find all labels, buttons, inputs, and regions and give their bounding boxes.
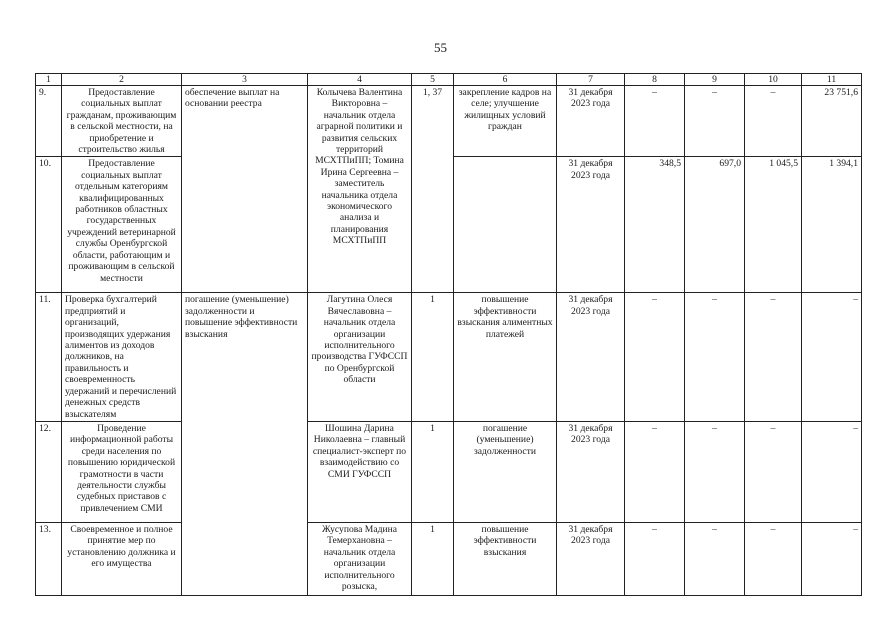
responsible-person: Жусупова Мадина Темерхановна – начальник отдела организации исполнительного розыска, — [308, 522, 412, 595]
header-cell: 4 — [308, 74, 412, 86]
deadline: 31 декабря 2023 года — [557, 157, 625, 293]
measure-name: Предоставление социальных выплат гражданам, проживающим в сельской местности, на приобретение и строительство жилья — [62, 86, 182, 157]
header-cell: 10 — [745, 74, 802, 86]
responsible-person: Шошина Дарина Николаевна – главный специалист-эксперт по взаимодействию со СМИ ГУФССП — [308, 421, 412, 522]
deadline: 31 декабря 2023 года — [557, 421, 625, 522]
header-cell: 2 — [62, 74, 182, 86]
value-col-10: – — [745, 522, 802, 595]
measure-mechanism: погашение (уменьшение) задолженности и повышение эффективности взыскания — [182, 293, 308, 595]
measure-name: Предоставление социальных выплат отдельным категориям квалифицированных работников областных государственных учреждений ветеринарной службы Оренбургской области, работающим и проживающим в сельской местности — [62, 157, 182, 293]
deadline: 31 декабря 2023 года — [557, 522, 625, 595]
expected-result: закрепление кадров на селе; улучшение жилищных условий граждан — [454, 86, 557, 157]
expected-result — [454, 157, 557, 293]
header-cell: 11 — [802, 74, 862, 86]
header-cell: 8 — [625, 74, 685, 86]
value-col-9: – — [685, 522, 745, 595]
header-cell: 3 — [182, 74, 308, 86]
responsible-person: Лагутина Олеся Вячеславовна – начальник отдела организации исполнительного производства ГУФССП по Оренбургской области — [308, 293, 412, 421]
value-col-8: – — [625, 86, 685, 157]
header-cell: 9 — [685, 74, 745, 86]
table-row — [36, 421, 862, 522]
value-col-9: – — [685, 421, 745, 522]
table-row — [36, 86, 862, 157]
measure-name: Проведение информационной работы среди населения по повышению юридической грамотности в части деятельности службы судебных приставов с привлечением СМИ — [62, 421, 182, 522]
value-col-10: – — [745, 421, 802, 522]
row-number: 13. — [36, 522, 62, 595]
value-col-11: – — [802, 522, 862, 595]
row-number: 9. — [36, 86, 62, 157]
header-cell: 1 — [36, 74, 62, 86]
measure-mechanism: обеспечение выплат на основании реестра — [182, 86, 308, 293]
value-col-11: 1 394,1 — [802, 157, 862, 293]
indicator-number: 1 — [412, 522, 454, 595]
value-col-11: 23 751,6 — [802, 86, 862, 157]
measure-name: Проверка бухгалтерий предприятий и организаций, производящих удержания алиментов из доходов должников, на правильность и своевременность удержаний и перечислений денежных средств взыскателям — [62, 293, 182, 421]
indicator-number: 1, 37 — [412, 86, 454, 293]
value-col-10: – — [745, 86, 802, 157]
row-number: 10. — [36, 157, 62, 293]
deadline: 31 декабря 2023 года — [557, 293, 625, 421]
measure-name: Своевременное и полное принятие мер по установлению должника и его имущества — [62, 522, 182, 595]
page-number: 55 — [434, 40, 447, 55]
value-col-9: – — [685, 293, 745, 421]
expected-result: повышение эффективности взыскания — [454, 522, 557, 595]
value-col-8: – — [625, 421, 685, 522]
value-col-9: 697,0 — [685, 157, 745, 293]
row-number: 12. — [36, 421, 62, 522]
expected-result: повышение эффективности взыскания алиментных платежей — [454, 293, 557, 421]
row-number: 11. — [36, 293, 62, 421]
expected-result: погашение (уменьшение) задолженности — [454, 421, 557, 522]
value-col-8: – — [625, 293, 685, 421]
value-col-10: – — [745, 293, 802, 421]
value-col-11: – — [802, 421, 862, 522]
header-cell: 6 — [454, 74, 557, 86]
value-col-9: – — [685, 86, 745, 157]
responsible-person: Колычева Валентина Викторовна – начальник отдела аграрной политики и развития сельских территорий МСХТПиПП; Томина Ирина Сергеевна – заместитель начальника отдела экономического анализа и планирования МСХТПиПП — [308, 86, 412, 293]
indicator-number: 1 — [412, 293, 454, 421]
header-cell: 5 — [412, 74, 454, 86]
value-col-8: – — [625, 522, 685, 595]
table-row — [36, 522, 862, 595]
value-col-8: 348,5 — [625, 157, 685, 293]
table-row — [36, 293, 862, 421]
header-cell: 7 — [557, 74, 625, 86]
deadline: 31 декабря 2023 года — [557, 86, 625, 157]
measures-table — [35, 73, 862, 596]
value-col-11: – — [802, 293, 862, 421]
value-col-10: 1 045,5 — [745, 157, 802, 293]
column-number-row — [36, 74, 862, 86]
indicator-number: 1 — [412, 421, 454, 522]
